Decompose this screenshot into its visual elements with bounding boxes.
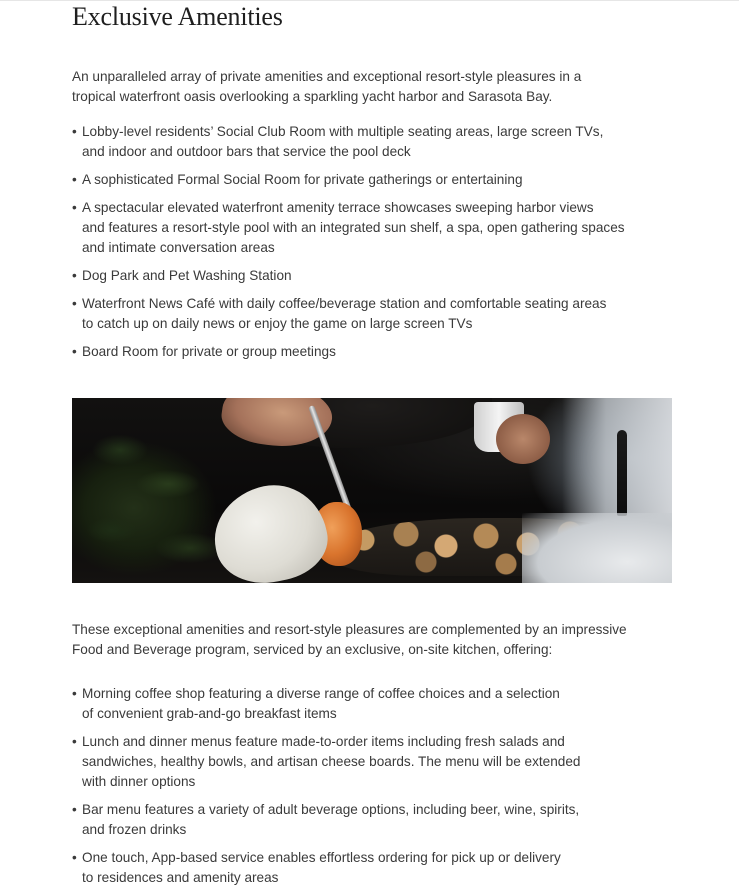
list-item-text: Waterfront News Café with daily coffee/beverage station and comfortable seating areas	[82, 296, 607, 311]
list-item	[72, 170, 625, 190]
list-item	[72, 294, 625, 334]
list-item-text: of convenient grab-and-go breakfast items	[82, 706, 337, 721]
list-item-text: to catch up on daily news or enjoy the game on large screen TVs	[82, 316, 473, 331]
intro-line: tropical waterfront oasis overlooking a sparkling yacht harbor and Sarasota Bay.	[72, 89, 553, 104]
list-item	[72, 800, 581, 840]
bullet-icon: •	[72, 734, 77, 749]
list-item-text: and intimate conversation areas	[82, 240, 275, 255]
bullet-icon: •	[72, 124, 77, 139]
list-item-text: One touch, App-based service enables effortless ordering for pick up or delivery	[82, 850, 561, 865]
page-title: Exclusive Amenities	[72, 2, 283, 31]
list-item-text: and indoor and outdoor bars that service the pool deck	[82, 144, 411, 159]
list-item	[72, 732, 581, 792]
list-item	[72, 122, 625, 162]
food-intro-paragraph	[72, 620, 627, 660]
list-item-text: A spectacular elevated waterfront amenity terrace showcases sweeping harbor views	[82, 200, 594, 215]
list-item-text: sandwiches, healthy bowls, and artisan cheese boards. The menu will be extended	[82, 754, 581, 769]
bullet-icon: •	[72, 344, 77, 359]
bullet-icon: •	[72, 200, 77, 215]
bullet-icon: •	[72, 850, 77, 865]
list-item-text: Morning coffee shop featuring a diverse range of coffee choices and a selection	[82, 686, 560, 701]
top-rule	[0, 0, 739, 1]
list-item	[72, 684, 581, 724]
list-item-text: Lunch and dinner menus feature made-to-order items including fresh salads and	[82, 734, 565, 749]
list-item	[72, 198, 625, 258]
list-item-text: and frozen drinks	[82, 822, 187, 837]
bullet-icon: •	[72, 268, 77, 283]
list-item-text: Board Room for private or group meetings	[82, 344, 336, 359]
list-item-text: and features a resort-style pool with an integrated sun shelf, a spa, open gathering spaces	[82, 220, 625, 235]
food-intro-line: Food and Beverage program, serviced by an exclusive, on-site kitchen, offering:	[72, 642, 553, 657]
list-item	[72, 342, 625, 362]
list-item-text: with dinner options	[82, 774, 196, 789]
intro-line: An unparalleled array of private amenities and exceptional resort-style pleasures in a	[72, 69, 582, 84]
intro-paragraph	[72, 67, 581, 107]
list-item	[72, 266, 625, 286]
food-intro-line: These exceptional amenities and resort-style pleasures are complemented by an impressive	[72, 622, 627, 637]
bullet-icon: •	[72, 802, 77, 817]
food-list	[72, 684, 581, 896]
list-item-text: to residences and amenity areas	[82, 870, 279, 885]
bullet-icon: •	[72, 172, 77, 187]
bullet-icon: •	[72, 686, 77, 701]
list-item-text: Dog Park and Pet Washing Station	[82, 268, 292, 283]
list-item-text: Lobby-level residents’ Social Club Room with multiple seating areas, large screen TVs,	[82, 124, 604, 139]
list-item-text: Bar menu features a variety of adult beverage options, including beer, wine, spirits,	[82, 802, 580, 817]
dining-photo	[72, 398, 672, 583]
amenities-list	[72, 122, 625, 370]
list-item	[72, 848, 581, 888]
list-item-text: A sophisticated Formal Social Room for private gatherings or entertaining	[82, 172, 523, 187]
bullet-icon: •	[72, 296, 77, 311]
